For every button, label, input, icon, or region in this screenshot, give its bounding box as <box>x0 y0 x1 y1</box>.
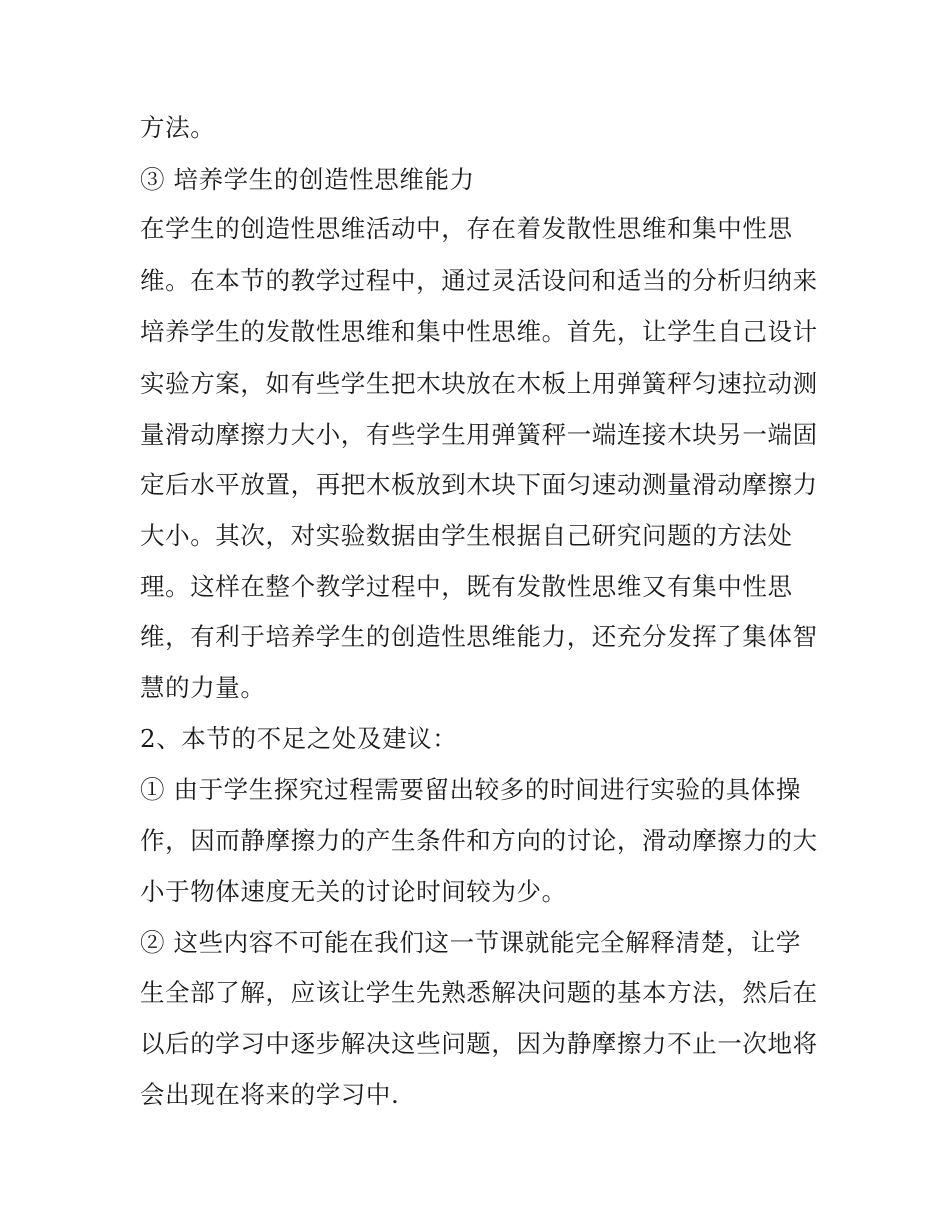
section-heading: ③ 培养学生的创造性思维能力 <box>140 165 475 194</box>
text-line: 在学生的创造性思维活动中，存在着发散性思维和集中性思 <box>140 214 793 243</box>
text-line: 方法。 <box>140 113 216 142</box>
text-line: 以后的学习中逐步解决这些问题，因为静摩擦力不止一次地将 <box>140 1029 818 1058</box>
text-line: 理。这样在整个教学过程中，既有发散性思维又有集中性思 <box>140 572 793 601</box>
text-line: 慧的力量。 <box>140 673 266 702</box>
text-line: ① 由于学生探究过程需要留出较多的时间进行实验的具体操 <box>140 775 801 804</box>
text-line: 生全部了解，应该让学生先熟悉解决问题的基本方法，然后在 <box>140 978 818 1007</box>
text-line: 实验方案，如有些学生把木块放在木板上用弹簧秤匀速拉动测 <box>140 369 818 398</box>
text-line: 维，有利于培养学生的创造性思维能力，还充分发挥了集体智 <box>140 622 818 651</box>
text-line: 定后水平放置，再把木板放到木块下面匀速动测量滑动摩擦力 <box>140 470 818 499</box>
text-line: 小于物体速度无关的讨论时间较为少。 <box>140 877 567 906</box>
section-heading: 2、本节的不足之处及建议： <box>140 724 458 753</box>
text-line: 量滑动摩擦力大小，有些学生用弹簧秤一端连接木块另一端固 <box>140 420 818 449</box>
text-line: 大小。其次，对实验数据由学生根据自己研究问题的方法处 <box>140 521 793 550</box>
text-line: 维。在本节的教学过程中，通过灵活设问和适当的分析归纳来 <box>140 266 818 295</box>
text-line: ② 这些内容不可能在我们这一节课就能完全解释清楚，让学 <box>140 928 801 957</box>
text-line: 培养学生的发散性思维和集中性思维。首先，让学生自己设计 <box>140 317 818 346</box>
text-line: 作，因而静摩擦力的产生条件和方向的讨论，滑动摩擦力的大 <box>140 826 818 855</box>
text-line: 会出现在将来的学习中. <box>140 1080 400 1109</box>
